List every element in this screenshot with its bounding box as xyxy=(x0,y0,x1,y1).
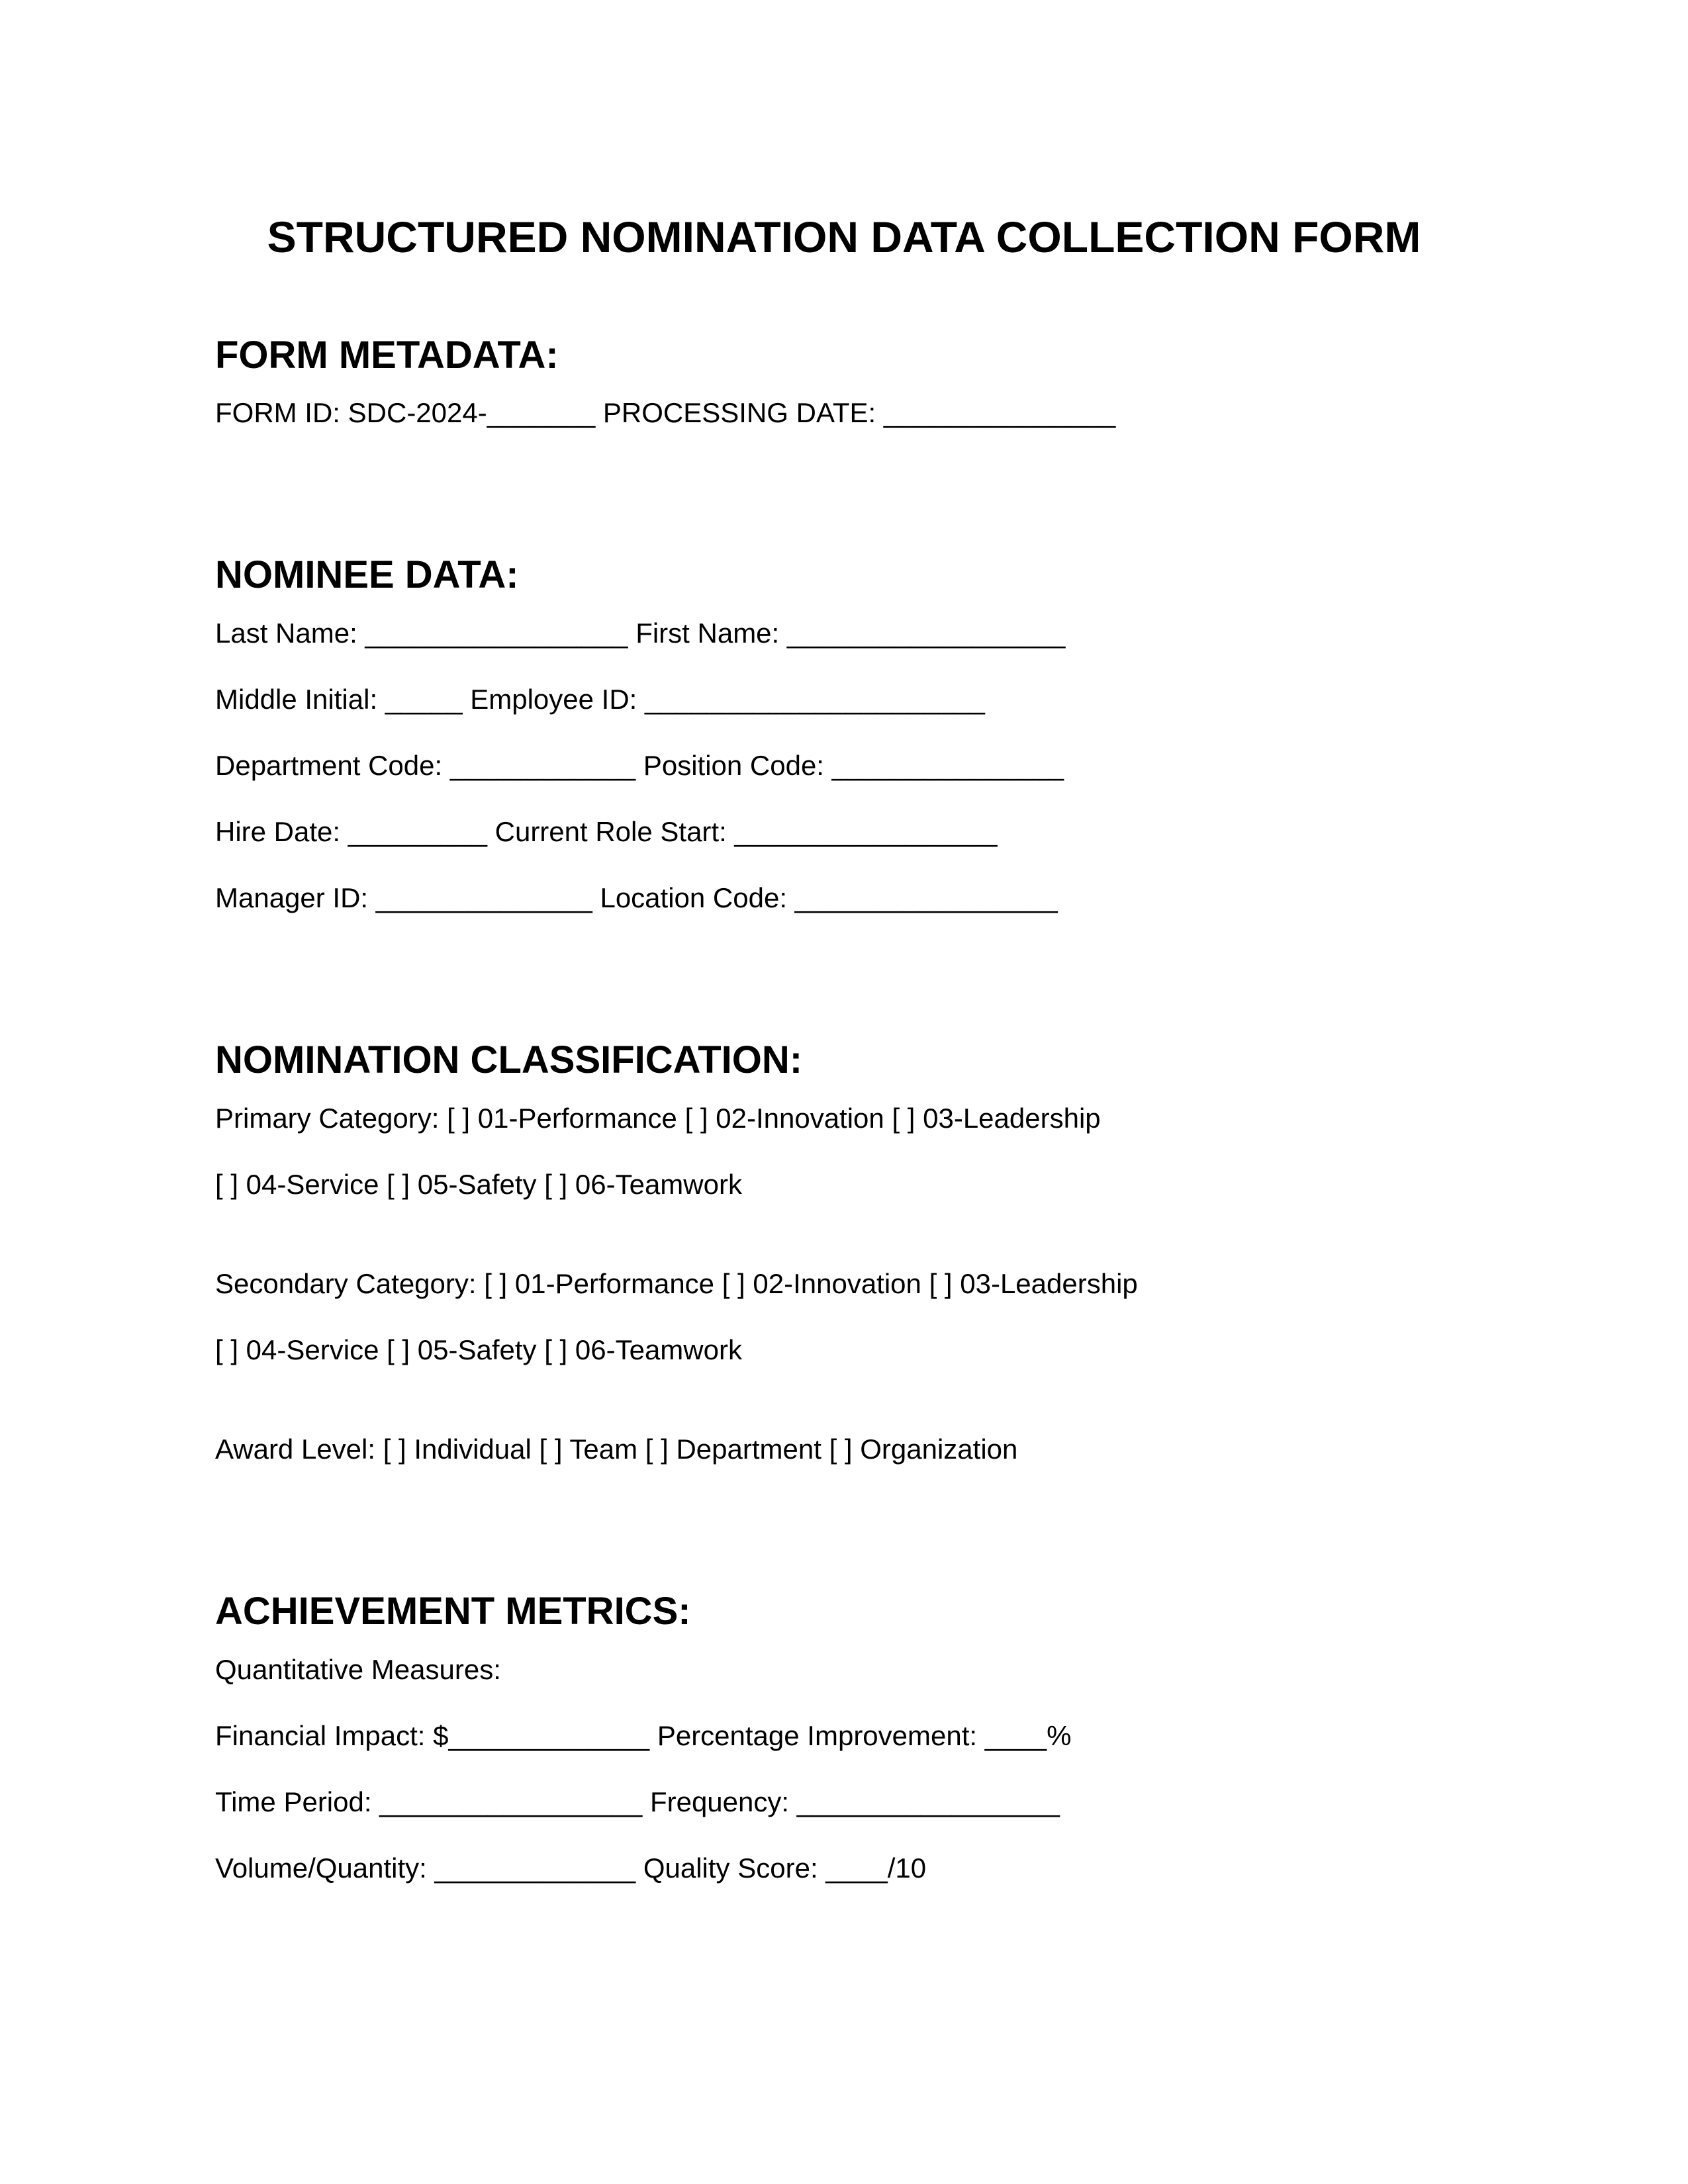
hire-date-role-start-line: Hire Date: _________ Current Role Start: _________________ xyxy=(215,816,998,847)
secondary-category-line: Secondary Category: [ ] 01-Performance [ ] 02-Innovation [ ] 03-Leadership xyxy=(215,1268,1138,1299)
section-heading-nomination-classification: NOMINATION CLASSIFICATION: xyxy=(215,1038,803,1081)
volume-quality-score-line: Volume/Quantity: _____________ Quality Score: ____/10 xyxy=(215,1852,927,1884)
manager-location-code-line: Manager ID: ______________ Location Code: _________________ xyxy=(215,882,1058,913)
form-title: STRUCTURED NOMINATION DATA COLLECTION FORM xyxy=(267,212,1421,261)
section-heading-nominee-data: NOMINEE DATA: xyxy=(215,553,519,596)
secondary-category-continued-line: [ ] 04-Service [ ] 05-Safety [ ] 06-Teamwork xyxy=(215,1334,742,1365)
primary-category-line: Primary Category: [ ] 01-Performance [ ] 02-Innovation [ ] 03-Leadership xyxy=(215,1103,1101,1134)
middle-initial-employee-id-line: Middle Initial: _____ Employee ID: ______________________ xyxy=(215,684,985,715)
award-level-line: Award Level: [ ] Individual [ ] Team [ ] Department [ ] Organization xyxy=(215,1433,1018,1465)
department-position-code-line: Department Code: ____________ Position Code: _______________ xyxy=(215,750,1064,781)
form-id-processing-date-line: FORM ID: SDC-2024-_______ PROCESSING DATE: _______________ xyxy=(215,397,1116,428)
time-period-frequency-line: Time Period: _________________ Frequency: _________________ xyxy=(215,1786,1060,1817)
quantitative-measures-label: Quantitative Measures: xyxy=(215,1654,501,1685)
last-first-name-line: Last Name: _________________ First Name: __________________ xyxy=(215,617,1066,649)
section-heading-achievement-metrics: ACHIEVEMENT METRICS: xyxy=(215,1590,691,1633)
financial-impact-percentage-line: Financial Impact: $_____________ Percentage Improvement: ____% xyxy=(215,1720,1072,1751)
primary-category-continued-line: [ ] 04-Service [ ] 05-Safety [ ] 06-Teamwork xyxy=(215,1169,742,1200)
section-heading-form-metadata: FORM METADATA: xyxy=(215,334,559,377)
